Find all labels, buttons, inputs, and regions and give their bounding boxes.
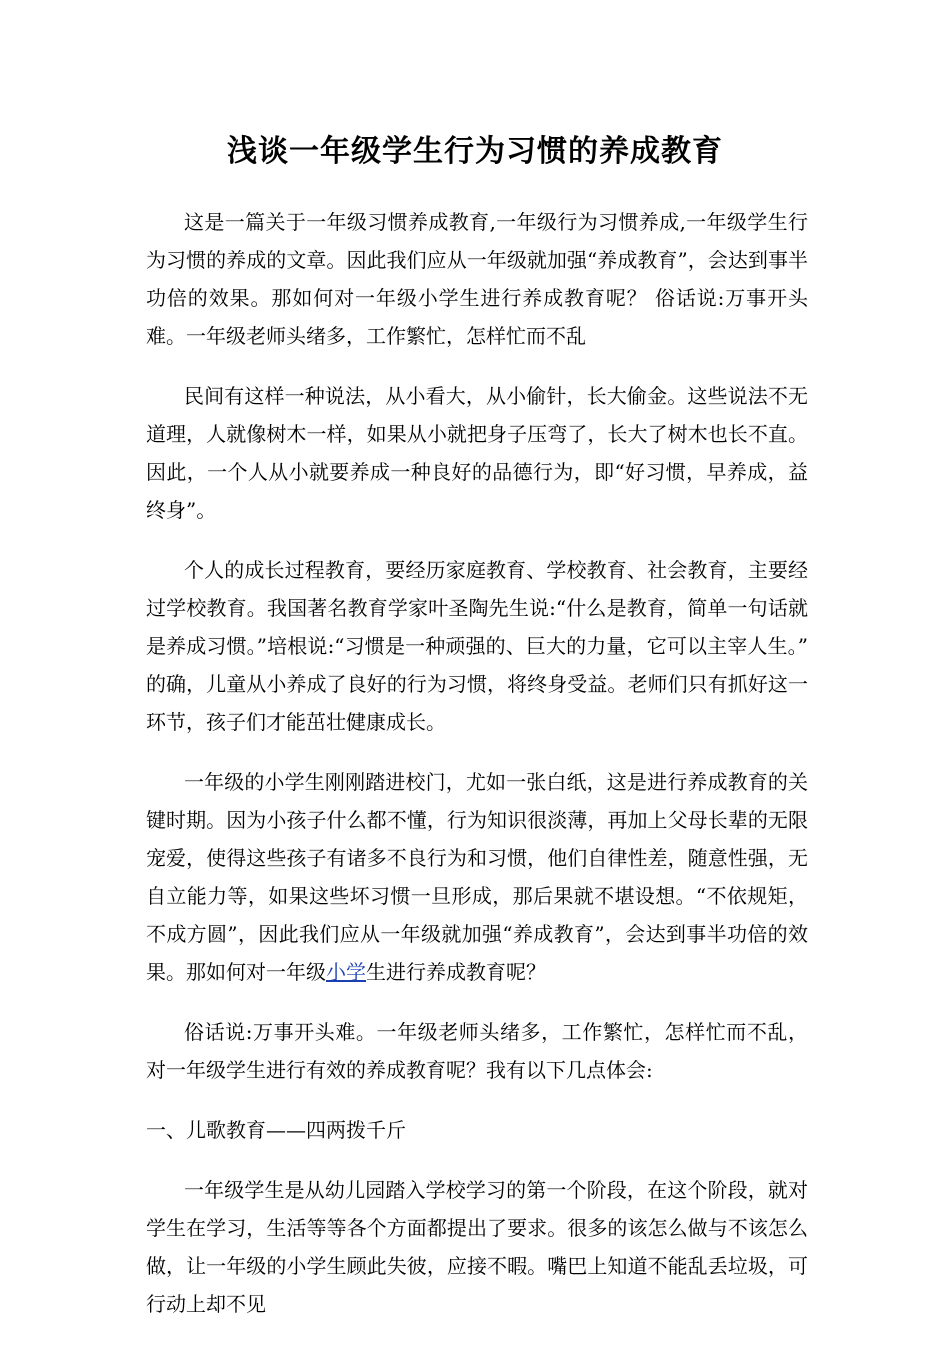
paragraph-6: 一年级学生是从幼儿园踏入学校学习的第一个阶段，在这个阶段，就对学生在学习，生活等等各个方面都提出了要求。很多的该怎么做与不该怎么做，让一年级的小学生顾此失彼，应接不暇。嘴巴上知道不能乱丢垃圾，可行动上却不见 (146, 1178, 808, 1316)
document-title: 浅谈一年级学生行为习惯的养成教育 (227, 134, 723, 169)
paragraph-5: 俗话说:万事开头难。一年级老师头绪多，工作繁忙，怎样忙而不乱，对一年级学生进行有效的养成教育呢？我有以下几点体会: (146, 1020, 808, 1082)
section-heading-1: 一、儿歌教育——四两拨千斤 (146, 1118, 406, 1142)
document-body (146, 203, 808, 1345)
paragraph-4 (146, 763, 808, 991)
primary-school-link[interactable]: 小学 (326, 960, 366, 984)
paragraph-4-text-before: 一年级的小学生刚刚踏进校门，尤如一张白纸，这是进行养成教育的关键时期。因为小孩子什么都不懂，行为知识很淡薄，再加上父母长辈的无限宠爱，使得这些孩子有诸多不良行为和习惯，他们自律性差，随意性强，无自立能力等，如果这些坏习惯一旦形成，那后果就不堪设想。“不依规矩，不成方圆”，因此我们应从一年级就加强“养成教育”，会达到事半功倍的效果。那如何对一年级 (146, 770, 808, 984)
paragraph-4-text-after: 生进行养成教育呢？ (366, 960, 546, 984)
paragraph-3: 个人的成长过程教育，要经历家庭教育、学校教育、社会教育，主要经过学校教育。我国著名教育学家叶圣陶先生说:“什么是教育，简单一句话就是养成习惯。”培根说:“习惯是一种顽强的、巨大的力量，它可以主宰人生。” 的确，儿童从小养成了良好的行为习惯，将终身受益。老师们只有抓好这一环节，孩子们才能茁壮健康成长。 (146, 558, 808, 734)
paragraph-1: 这是一篇关于一年级习惯养成教育,一年级行为习惯养成,一年级学生行为习惯的养成的文章。因此我们应从一年级就加强“养成教育”，会达到事半功倍的效果。那如何对一年级小学生进行养成教育呢？ 俗话说:万事开头难。一年级老师头绪多，工作繁忙，怎样忙而不乱 (146, 210, 808, 348)
paragraph-2: 民间有这样一种说法，从小看大，从小偷针，长大偷金。这些说法不无道理，人就像树木一样，如果从小就把身子压弯了，长大了树木也长不直。因此，一个人从小就要养成一种良好的品德行为，即“好习惯，早养成，益终身”。 (146, 384, 808, 522)
